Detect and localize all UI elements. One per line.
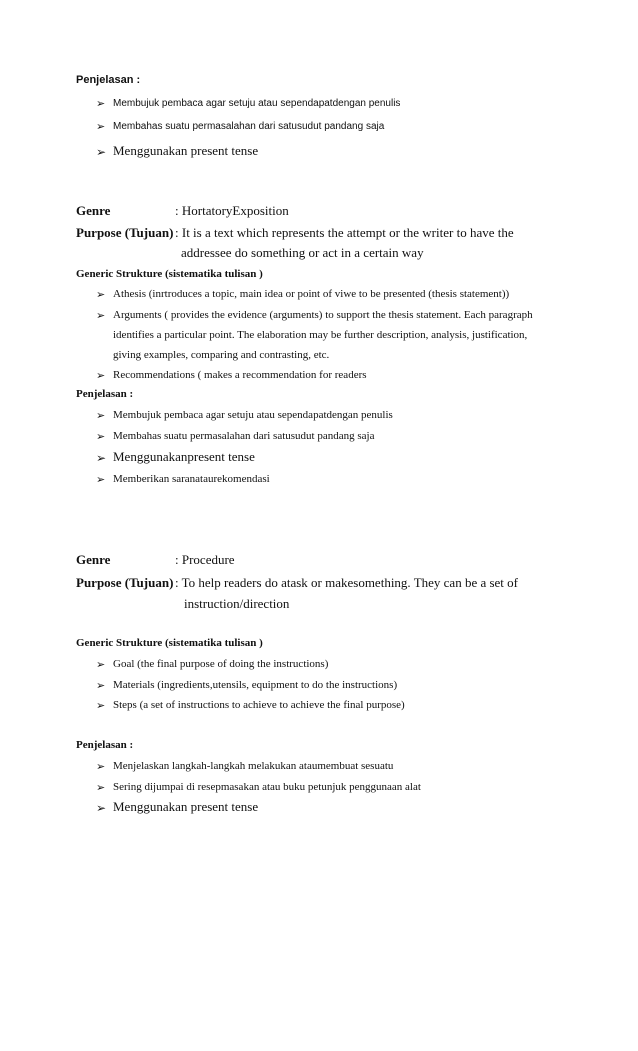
arrowhead-bullet-icon: ➢ [96, 760, 106, 773]
structure-item-2-cont-2: giving examples, comparing and contrasting, etc. [113, 349, 330, 361]
explain-heading: Penjelasan : [76, 388, 134, 400]
structure-item-2: Arguments ( provides the evidence (arguments) to support the thesis statement. Each paragraph [113, 309, 533, 321]
arrowhead-bullet-icon: ➢ [96, 309, 106, 322]
arrowhead-bullet-icon: ➢ [96, 409, 106, 422]
structure-item-3: Recommendations ( makes a recommendation for readers [113, 369, 367, 381]
purpose-line-1: : It is a text which represents the attempt or the writer to have the [175, 225, 514, 240]
structure-item-2-cont-1: identifies a particular point. The elaboration may be further description, analysis, justification, [113, 329, 528, 341]
arrowhead-bullet-icon: ➢ [96, 679, 106, 692]
arrowhead-bullet-icon: ➢ [96, 801, 107, 815]
explain-item-1: Membujuk pembaca agar setuju atau sependapatdengan penulis [113, 409, 393, 421]
arrowhead-bullet-icon: ➢ [96, 699, 106, 712]
arrowhead-bullet-icon: ➢ [96, 451, 107, 465]
structure-heading: Generic Strukture (sistematika tulisan ) [76, 268, 263, 280]
arrowhead-bullet-icon: ➢ [96, 145, 107, 159]
arrowhead-bullet-icon: ➢ [96, 473, 106, 486]
structure-item-1: Athesis (inrtroduces a topic, main idea or point of viwe to be presented (thesis statement)) [113, 288, 510, 300]
genre-label: Genre [76, 203, 111, 218]
arrowhead-bullet-icon: ➢ [96, 781, 106, 794]
section1-bullet-3: Menggunakan present tense [113, 143, 259, 158]
arrowhead-bullet-icon: ➢ [96, 658, 106, 671]
arrowhead-bullet-icon: ➢ [96, 288, 106, 301]
section1-bullet-2: Membahas suatu permasalahan dari satusudut pandang saja [113, 121, 385, 132]
genre-label-2: Genre [76, 552, 111, 567]
purpose-line-1-2: : To help readers do atask or makesomething. They can be a set of [175, 575, 519, 590]
arrowhead-bullet-icon: ➢ [96, 369, 106, 382]
genre-value-2: : Procedure [175, 552, 235, 567]
purpose-line-2: addressee do something or act in a certain way [181, 245, 424, 260]
structure-heading-2: Generic Strukture (sistematika tulisan ) [76, 637, 263, 649]
explain-item-3-2: Menggunakan present tense [113, 799, 259, 814]
explain-item-1-2: Menjelaskan langkah-langkah melakukan ataumembuat sesuatu [113, 760, 394, 772]
arrowhead-bullet-icon: ➢ [96, 430, 106, 443]
purpose-label: Purpose (Tujuan) [76, 225, 174, 240]
explain-item-2-2: Sering dijumpai di resepmasakan atau buku petunjuk penggunaan alat [113, 781, 421, 793]
section1-heading: Penjelasan : [76, 74, 141, 86]
genre-value: : HortatoryExposition [175, 203, 289, 218]
structure-item-1-2: Goal (the final purpose of doing the instructions) [113, 658, 329, 670]
explain-item-3: Menggunakanpresent tense [113, 449, 255, 464]
arrowhead-bullet-icon: ➢ [96, 97, 106, 110]
explain-item-4: Memberikan saranataurekomendasi [113, 473, 270, 485]
arrowhead-bullet-icon: ➢ [96, 120, 106, 133]
structure-item-3-2: Steps (a set of instructions to achieve to achieve the final purpose) [113, 699, 405, 711]
purpose-line-2-2: instruction/direction [184, 596, 290, 611]
purpose-label-2: Purpose (Tujuan) [76, 575, 174, 590]
structure-item-2-2: Materials (ingredients,utensils, equipment to do the instructions) [113, 679, 398, 691]
explain-heading-2: Penjelasan : [76, 739, 134, 751]
explain-item-2: Membahas suatu permasalahan dari satusudut pandang saja [113, 430, 375, 442]
section1-bullet-1: Membujuk pembaca agar setuju atau sependapatdengan penulis [113, 98, 401, 109]
